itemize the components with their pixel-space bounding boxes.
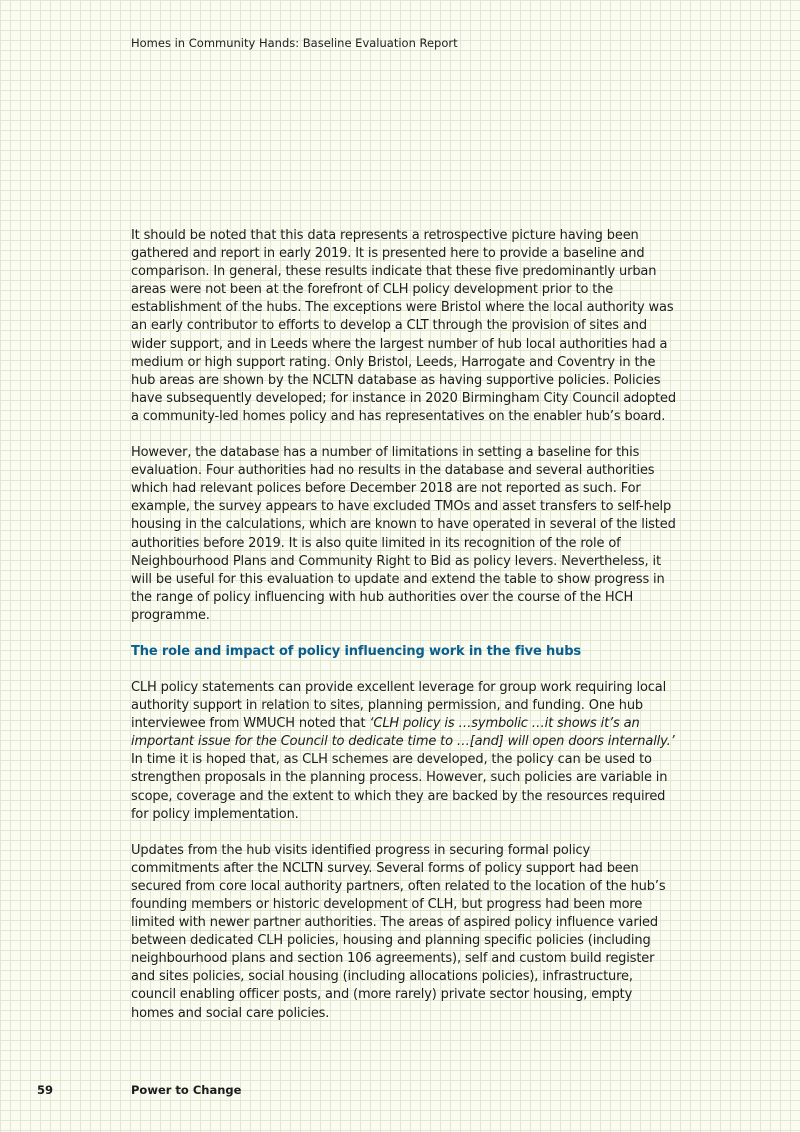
paragraph-text-end: In time it is hoped that, as CLH schemes are developed, the policy can be used to strengthen proposals in the planning process. However, such policies are variable in scope, coverage and the extent to which they are backed by the resources required for policy implementation. <box>131 752 668 822</box>
paragraph-hub-visit-updates: Updates from the hub visits identified progress in securing formal policy commitments after the NCLTN survey. Several forms of policy support had been secured from core local authority partners, often related to the location of the hub’s founding members or historic development of CLH, but progress had been more limited with newer partner authorities. The areas of aspired policy influence varied between dedicated CLH policies, housing and planning specific policies (including neighbourhood plans and section 106 agreements), self and custom build register and sites policies, social housing (including allocations policies), infrastructure, council enabling officer posts, and (more rarely) private sector housing, empty homes and social care policies. <box>131 842 666 1021</box>
footer-publisher: Power to Change <box>131 1083 242 1097</box>
paragraph-text-start: CLH policy statements can provide excellent leverage for group work requiring local authority support in relation to sites, planning permission, and funding. One hub interviewee from WMUCH noted that <box>131 679 667 732</box>
section-heading: The role and impact of policy influencing work in the five hubs <box>131 643 581 659</box>
interview-quote: ‘CLH policy is …symbolic …it shows it’s an important issue for the Council to dedicate time to …[and] will open doors internally.’ <box>131 716 675 750</box>
paragraph-database-limitations: However, the database has a number of limitations in setting a baseline for this evaluation. Four authorities had no results in the database and several authorities which had relevant polices before December 2018 are not reported as such. For example, the survey appears to have excluded TMOs and asset transfers to self-help housing in the calculations, which are known to have operated in several of the listed authorities before 2019. It is also quite limited in its recognition of the role of Neighbourhood Plans and Community Right to Bid as policy levers. Nevertheless, it will be useful for this evaluation to update and extend the table to show progress in the range of policy influencing with hub authorities over the course of the HCH programme. <box>131 445 676 623</box>
paragraph-data-retrospective: It should be noted that this data represents a retrospective picture having been gathered and report in early 2019. It is presented here to provide a baseline and comparison. In general, these results indicate that these five predominantly urban areas were not been at the forefront of CLH policy development prior to the establishment of the hubs. The exceptions were Bristol where the local authority was an early contributor to efforts to develop a CLT through the provision of sites and wider support, and in Leeds where the largest number of hub local authorities had a medium or high support rating. Only Bristol, Leeds, Harrogate and Coventry in the hub areas are shown by the NCLTN database as having supportive policies. Policies have subsequently developed; for instance in 2020 Birmingham City Council adopted a community-led homes policy and has representatives on the enabler hub’s board. <box>131 228 676 424</box>
paragraph-policy-statements <box>131 679 676 824</box>
running-header: Homes in Community Hands: Baseline Evaluation Report <box>131 36 458 50</box>
main-content <box>131 227 676 1041</box>
page-number: 59 <box>37 1083 54 1097</box>
